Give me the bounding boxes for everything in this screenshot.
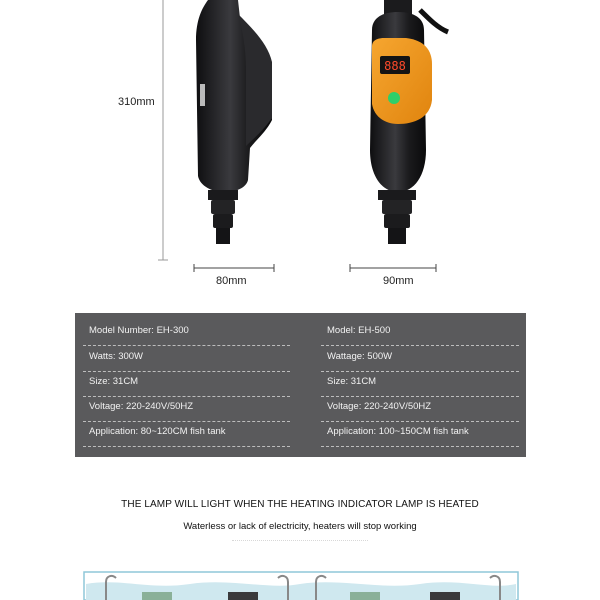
width-right-label: 90mm bbox=[383, 275, 414, 287]
spec-divider bbox=[321, 421, 519, 422]
width-dimension-right bbox=[350, 264, 436, 272]
spec-divider bbox=[83, 396, 290, 397]
spec-left-application: Application: 80~120CM fish tank bbox=[89, 426, 226, 437]
spec-divider bbox=[321, 396, 519, 397]
height-dimension-line bbox=[158, 0, 168, 260]
spec-right-size: Size: 31CM bbox=[327, 376, 377, 387]
spec-table bbox=[75, 313, 526, 457]
spec-divider bbox=[83, 421, 290, 422]
height-label: 310mm bbox=[118, 96, 155, 108]
spec-right-application: Application: 100~150CM fish tank bbox=[327, 426, 469, 437]
spec-left-model: Model Number: EH-300 bbox=[89, 325, 189, 336]
width-dimension-left bbox=[194, 264, 274, 272]
spec-right-watts: Wattage: 500W bbox=[327, 351, 393, 362]
spec-divider bbox=[83, 345, 290, 346]
heater-front-view bbox=[370, 0, 448, 244]
spec-left-voltage: Voltage: 220-240V/50HZ bbox=[89, 401, 194, 412]
spec-divider bbox=[321, 446, 519, 447]
caption-underline bbox=[232, 540, 368, 541]
spec-divider bbox=[83, 446, 290, 447]
spec-divider bbox=[83, 371, 290, 372]
caption-auto-stop: Waterless or lack of electricity, heaters will stop working bbox=[183, 521, 417, 532]
aquarium-illustration bbox=[0, 560, 600, 600]
spec-right-model: Model: EH-500 bbox=[327, 325, 391, 336]
spec-divider bbox=[321, 345, 519, 346]
heater-side-view bbox=[196, 0, 272, 244]
spec-divider bbox=[321, 371, 519, 372]
spec-left-watts: Watts: 300W bbox=[89, 351, 144, 362]
spec-left-size: Size: 31CM bbox=[89, 376, 139, 387]
width-left-label: 80mm bbox=[216, 275, 247, 287]
heater-display-digits: 888 bbox=[384, 59, 406, 73]
spec-right-voltage: Voltage: 220-240V/50HZ bbox=[327, 401, 432, 412]
caption-heating-indicator: THE LAMP WILL LIGHT WHEN THE HEATING INDICATOR LAMP IS HEATED bbox=[121, 499, 479, 510]
